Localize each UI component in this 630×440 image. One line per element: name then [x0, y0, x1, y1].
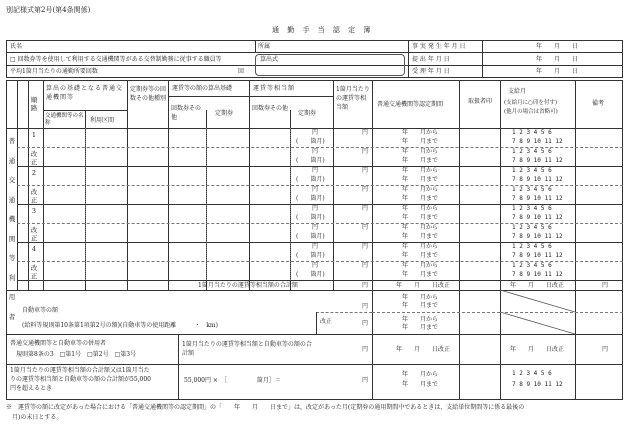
period-to: 年 月まで [402, 138, 439, 145]
over-label-2: りの運賃等相当額と自動車等の額の合計額が55,000 [10, 376, 151, 383]
period-to: 年 月まで [402, 176, 439, 183]
period-from: 年 月から [402, 129, 439, 136]
fare-months: ( 箇月) [296, 195, 325, 202]
fare-total-label: 1箇月当たりの運賃等相当額の合計額 [198, 282, 298, 289]
col-coupon-other: 回数券その他 [171, 105, 202, 121]
payment-months-row1: 1 2 3 4 5 6 [512, 262, 552, 269]
fact-date-value: 年 月 日 [536, 43, 579, 50]
col-fare-header: 運賃等の額の算出基礎 [172, 85, 233, 92]
accept-date-label: 受 理 年 月 日 [412, 68, 450, 75]
payment-months-row2: 7 8 9 10 11 12 [512, 176, 563, 183]
fare-yen: 円 [312, 186, 319, 193]
col-monthly-fare: 1箇月当たりの運賃等相当額 [336, 86, 370, 111]
submit-date-value: 年 月 日 [536, 56, 579, 63]
combined-user-label: 普通交通機関等と自動車等の併用者 [10, 340, 107, 347]
col-transport-name: 交通機関等の名称 [45, 113, 84, 126]
payment-months-row2: 7 8 9 10 11 12 [512, 214, 563, 221]
monthly-yen: 円 [362, 186, 369, 193]
affiliation-label: 所属 [258, 43, 271, 50]
shift-worker-checkbox[interactable]: □ 回数券等を使用して利用する交通機関等がある交替制勤務に従事する職員等 [10, 56, 222, 63]
fare-yen: 円 [312, 205, 319, 212]
name-label: 氏名 [10, 43, 23, 50]
fare-yen: 円 [312, 148, 319, 155]
col-remarks: 備考 [592, 100, 605, 107]
period-from: 年 月から [402, 262, 439, 269]
monthly-yen: 円 [362, 148, 369, 155]
payment-months-row1: 1 2 3 4 5 6 [512, 205, 552, 212]
col-commuter-pass: 定期券 [215, 110, 234, 117]
monthly-yen: 円 [362, 205, 369, 212]
payment-months-row1: 1 2 3 4 5 6 [512, 148, 552, 155]
payment-months-row2: 7 8 9 10 11 12 [512, 233, 563, 240]
row-divider [17, 280, 623, 281]
car-from-2: 年 月から [402, 316, 439, 323]
fact-date-label: 事 実 発 生 年 月 日 [412, 43, 466, 50]
over-label-1: 1箇月当たりの運賃等相当額の合計額又は1箇月当た [10, 367, 150, 374]
payment-months-row2: 7 8 9 10 11 12 [512, 252, 563, 259]
col-payment-note2: (他月の場合は省略可) [504, 109, 558, 115]
use-section-guide [85, 128, 86, 280]
car-yen-2: 円 [362, 320, 369, 327]
over-months-row2: 7 8 9 10 11 12 [512, 381, 563, 388]
over-months-row1: 1 2 3 4 5 6 [512, 370, 552, 377]
payment-months-row1: 1 2 3 4 5 6 [512, 224, 552, 231]
col-commuter-pass2: 定期券 [298, 110, 317, 117]
period-to: 年 月まで [402, 233, 439, 240]
fare-yen: 円 [312, 129, 319, 136]
payment-months-row1: 1 2 3 4 5 6 [512, 167, 552, 174]
fare-total-date: 年 月 日改正 [396, 282, 451, 289]
fare-yen: 円 [312, 167, 319, 174]
col-fare-amount-header: 運賃等相当額 [253, 85, 296, 92]
col-payment-note1: (支給月に○印を付す) [504, 100, 558, 106]
over-yen: 円 [362, 377, 369, 384]
fare-yen: 円 [312, 224, 319, 231]
row-label: 改正 [30, 188, 38, 204]
fare-amount-guide [290, 128, 291, 280]
period-from: 年 月から [402, 224, 439, 231]
payment-months-row2: 7 8 9 10 11 12 [512, 271, 563, 278]
over-to: 年 月まで [402, 381, 439, 388]
car-to-2: 年 月まで [402, 324, 439, 331]
period-to: 年 月まで [402, 157, 439, 164]
row-label: 改正 [30, 226, 38, 242]
car-from-1: 年 月から [402, 294, 439, 301]
payment-months-row2: 7 8 9 10 11 12 [512, 138, 563, 145]
fare-total-yen: 円 [362, 282, 369, 289]
page-title: 通 勤 手 当 認 定 簿 [272, 26, 374, 34]
combined-date2: 年 月 日改正 [510, 346, 565, 353]
car-kaisei: 改正 [320, 318, 333, 325]
row-label: 1 [31, 131, 37, 139]
fare-total-yen2: 円 [602, 282, 609, 289]
car-amount-label: 自動車等の額 [22, 307, 59, 314]
row-label: 改正 [30, 150, 38, 166]
combined-rule-checkboxes[interactable]: 規則第8条の3 □第1号 □第2号 □第3号 [16, 351, 137, 358]
period-to: 年 月まで [402, 214, 439, 221]
row-label: 2 [31, 169, 37, 177]
fare-months: ( 箇月) [296, 252, 325, 259]
monthly-yen: 円 [362, 243, 369, 250]
combined-sum-label: 1箇月当たりの運賃等相当額と自動車等の額の合計額 [182, 341, 312, 357]
avg-commute-label: 平均1箇月当たりの通勤所要回数 [10, 68, 98, 75]
period-from: 年 月から [402, 186, 439, 193]
fare-yen: 円 [312, 243, 319, 250]
period-from: 年 月から [402, 148, 439, 155]
monthly-yen: 円 [362, 167, 369, 174]
fare-months: ( 箇月) [296, 233, 325, 240]
footnote-line2: 月)の末日とする。 [6, 414, 63, 421]
period-to: 年 月まで [402, 271, 439, 278]
period-from: 年 月から [402, 205, 439, 212]
row-label: 改正 [30, 264, 38, 280]
row-label: 4 [31, 245, 37, 253]
car-yen: 円 [362, 303, 369, 310]
period-to: 年 月まで [402, 252, 439, 259]
period-from: 年 月から [402, 243, 439, 250]
col-use-section: 利用区間 [90, 117, 115, 124]
payment-months-row2: 7 8 9 10 11 12 [512, 195, 563, 202]
col-sort-no: 順路 [30, 96, 38, 112]
period-from: 年 月から [402, 167, 439, 174]
fare-months: ( 箇月) [296, 157, 325, 164]
col-coupon-other2: 回数券その他 [252, 105, 289, 112]
payment-months-row2: 7 8 9 10 11 12 [512, 157, 563, 164]
times-unit: 回 [238, 68, 245, 75]
car-amount-sub: (給料等規則第10条第1項第2号の額)(自動車等の使用距離 ・ km) [22, 322, 218, 329]
fare-months: ( 箇月) [296, 214, 325, 221]
payment-months-row1: 1 2 3 4 5 6 [512, 186, 552, 193]
payment-months-row1: 1 2 3 4 5 6 [512, 129, 552, 136]
over-label-3: 円を超えるとき [10, 385, 53, 392]
monthly-yen: 円 [362, 262, 369, 269]
formula-label: 算出式 [260, 56, 279, 63]
car-to-1: 年 月まで [402, 302, 439, 309]
side-label-users: 普通交通機関等利用者 [8, 137, 16, 321]
monthly-yen: 円 [362, 224, 369, 231]
combined-yen2: 円 [602, 346, 609, 353]
combined-yen: 円 [362, 346, 369, 353]
combined-date: 年 月 日改正 [396, 346, 451, 353]
form-number: 別記様式第2号(第4条関係) [6, 6, 91, 14]
fare-coupon-guide [206, 128, 207, 280]
fare-months: ( 箇月) [296, 138, 325, 145]
over-from: 年 月から [402, 371, 439, 378]
col-commuter-type: 定期券等の回数その他種別 [130, 86, 167, 102]
col-payment-header: 支給月 [508, 88, 527, 95]
col-basis-header: 算出の基礎となる普通交通機関等 [46, 85, 124, 101]
payment-months-row1: 1 2 3 4 5 6 [512, 243, 552, 250]
footnote-line1: ※ 運賃等の額に改定があった場合における「普通交通機関等の認定期間」の「 年 月 日まで」は，改定があった月(定期券の通用期間中であるときは，支給単位期間等に係る最後の [6, 404, 525, 411]
submit-date-label: 提 出 年 月 日 [412, 56, 450, 63]
period-to: 年 月まで [402, 195, 439, 202]
fare-total-date2: 年 月 日改正 [510, 282, 565, 289]
accept-date-value: 年 月 日 [536, 68, 579, 75]
fare-months: ( 箇月) [296, 271, 325, 278]
fare-months: ( 箇月) [296, 176, 325, 183]
over-formula: 55,000円 × ［ 箇月］＝ [184, 377, 281, 384]
col-cert-period: 普通交通機関等認定期間 [377, 101, 444, 108]
row-label: 3 [31, 207, 37, 215]
fare-yen: 円 [312, 262, 319, 269]
monthly-yen: 円 [362, 129, 369, 136]
col-handler: 取扱者印 [467, 98, 492, 105]
